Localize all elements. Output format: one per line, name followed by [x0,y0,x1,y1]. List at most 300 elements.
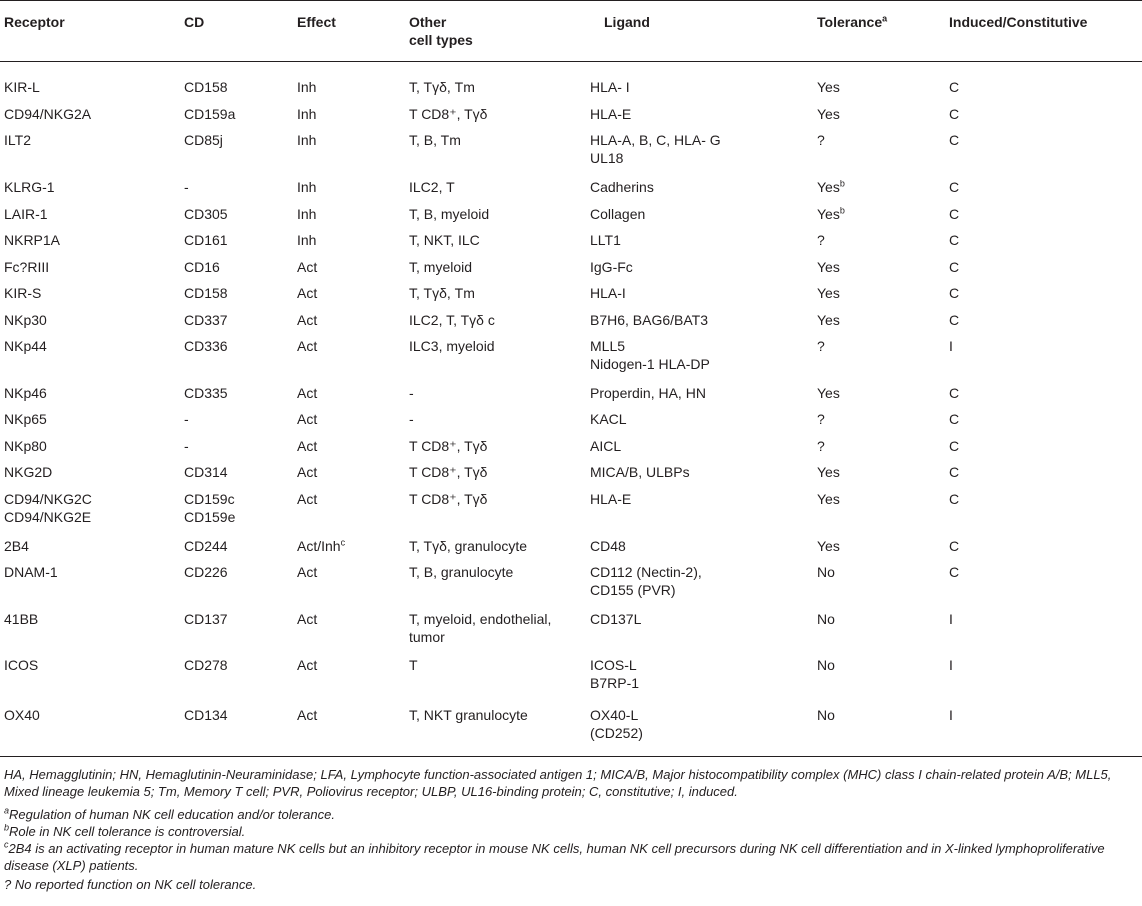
header-tolerance-text: Tolerance [817,14,883,30]
footnote [4,823,1140,840]
cell-ligand-line: CD48 [590,538,626,554]
cell-effect-text: Inh [297,206,317,222]
cell-ic [949,437,959,455]
cell-cd [184,437,189,455]
cell-cd-line: CD335 [184,385,228,401]
footnote-marker: b [4,822,10,833]
cell-cd-line: CD226 [184,564,228,580]
cell-ligand [590,78,630,96]
cell-ic-text: C [949,79,960,95]
cell-tolerance-text: No [817,657,835,673]
cell-receptor-line: KIR-S [4,285,42,301]
cell-tolerance [817,384,840,402]
cell-cd-line: - [184,438,189,454]
cell-receptor-line: NKp30 [4,312,47,328]
cell-other-line: T, myeloid [409,259,473,275]
footnote [4,876,1140,893]
cell-receptor-line: NKp44 [4,338,47,354]
cell-receptor-line: CD94/NKG2E [4,509,92,525]
cell-receptor [4,178,55,196]
cell-cd [184,131,223,149]
cell-other-line: T, Tγδ, Tm [409,79,475,95]
cell-tolerance [817,490,840,508]
cell-ic [949,178,959,196]
cell-tolerance [817,563,835,581]
cell-effect-superscript: c [340,537,346,548]
cell-ic [949,490,959,508]
header-tolerance-sup: a [882,13,888,24]
header-other-line2: cell types [409,32,473,48]
cell-ic-text: I [949,707,953,723]
cell-ligand-line: HLA-I [590,285,626,301]
cell-tolerance [817,463,840,481]
cell-cd [184,384,228,402]
cell-cd [184,284,228,302]
cell-other [409,231,480,249]
cell-ic-text: C [949,464,960,480]
cell-receptor [4,384,47,402]
cell-receptor-line: NKp65 [4,411,47,427]
cell-ic [949,610,953,628]
cell-tolerance [817,131,825,149]
cell-tolerance [817,706,835,724]
cell-tolerance [817,284,840,302]
cell-cd-line: CD85j [184,132,223,148]
cell-effect [297,337,317,355]
cell-ic [949,410,959,428]
cell-ligand [590,410,627,428]
cell-ic-text: C [949,312,960,328]
cell-tolerance [817,231,825,249]
cell-tolerance [817,105,840,123]
cell-effect [297,706,317,724]
header-cd: CD [184,14,205,30]
cell-ligand [590,311,708,329]
cell-ic-text: C [949,385,960,401]
cell-ligand-line: IgG-Fc [590,259,633,275]
footnote-marker: c [4,839,9,850]
cell-receptor-line: ILT2 [4,132,31,148]
cell-ic [949,656,953,674]
cell-ligand [590,178,654,196]
footnote-text: Role in NK cell tolerance is controversial. [9,824,246,839]
cell-tolerance [817,437,825,455]
cell-receptor [4,490,92,526]
cell-ic-text: I [949,338,953,354]
cell-tolerance-text: Yes [817,285,840,301]
footnote-text: Regulation of human NK cell education and/or tolerance. [9,807,335,822]
cell-other-line: T, Tγδ, Tm [409,285,475,301]
cell-effect [297,490,317,508]
cell-ic-text: C [949,179,960,195]
cell-cd [184,537,228,555]
cell-ligand-line: CD155 (PVR) [590,582,676,598]
cell-other-line: T, B, granulocyte [409,564,514,580]
cell-other [409,105,487,123]
cell-ic [949,78,959,96]
footnote-text: HA, Hemagglutinin; HN, Hemaglutinin-Neuraminidase; LFA, Lymphocyte function-associated antigen 1; MICA/B, Major histocompatibility complex (MHC) class I chain-related protein A/B; MLL5, Mixed lineage leukemia 5; Tm, Memory T cell; PVR, Poliovirus receptor; ULBP, UL16-binding protein; C, constitutive; I, induced. [4,767,1112,799]
cell-tolerance-text: ? [817,232,825,248]
cell-cd [184,410,189,428]
cell-other [409,463,487,481]
cell-receptor [4,337,47,355]
header-other-cell-types [409,13,473,49]
cell-ligand [590,205,645,223]
cell-tolerance-text: Yes [817,312,840,328]
cell-ligand-line: UL18 [590,150,624,166]
cell-tolerance-text: ? [817,132,825,148]
cell-receptor-line: 2B4 [4,538,29,554]
footnote [4,840,1140,874]
cell-cd-line: CD16 [184,259,220,275]
cell-cd-line: CD161 [184,232,228,248]
cell-tolerance-superscript: b [839,205,845,216]
cell-effect-text: Act [297,611,318,627]
cell-cd [184,463,228,481]
cell-other-line: T, B, Tm [409,132,461,148]
cell-effect [297,463,317,481]
cell-receptor [4,437,47,455]
cell-other [409,537,527,555]
cell-ligand [590,284,626,302]
cell-receptor [4,610,38,628]
cell-tolerance [817,258,840,276]
cell-receptor-line: KLRG-1 [4,179,55,195]
header-other-line1: Other [409,14,447,30]
cell-ligand [590,258,633,276]
cell-other-line: T, myeloid, endothelial, [409,611,552,627]
cell-effect [297,131,316,149]
cell-tolerance-text: Yes [817,179,840,195]
cell-ic-text: I [949,657,953,673]
cell-ic-text: C [949,106,960,122]
top-rule [0,0,1142,1]
cell-ic [949,706,953,724]
cell-receptor [4,284,41,302]
cell-cd-line: CD305 [184,206,228,222]
cell-ligand [590,463,690,481]
cell-effect [297,231,316,249]
header-rule [0,61,1142,62]
cell-other-line: T, NKT, ILC [409,232,480,248]
cell-ic [949,205,959,223]
cell-ligand-line: (CD252) [590,725,643,741]
cell-ligand-line: KACL [590,411,627,427]
cell-ligand [590,105,631,123]
cell-tolerance [817,410,825,428]
cell-other-line: ILC3, myeloid [409,338,495,354]
cell-receptor [4,706,40,724]
cell-receptor [4,131,31,149]
cell-effect [297,656,317,674]
cell-tolerance-text: No [817,707,835,723]
footnote-text: 2B4 is an activating receptor in human mature NK cells but an inhibitory receptor in mouse NK cells, human NK cell precursors during NK cell differentiation and in X-linked lymphoproliferative disease (XLP) patients. [4,841,1105,873]
cell-tolerance-text: Yes [817,464,840,480]
cell-cd-line: CD159a [184,106,236,122]
cell-tolerance-text: ? [817,338,825,354]
cell-ic [949,258,959,276]
cell-receptor [4,311,47,329]
cell-ic [949,131,959,149]
cell-ligand-line: LLT1 [590,232,621,248]
cell-other-line: T, B, myeloid [409,206,490,222]
cell-ligand [590,563,702,599]
cell-effect [297,410,317,428]
cell-cd [184,656,228,674]
cell-receptor-line: CD94/NKG2A [4,106,92,122]
cell-receptor [4,656,38,674]
cell-ic-text: C [949,538,960,554]
cell-effect [297,563,317,581]
cell-other-line: T, Tγδ, granulocyte [409,538,528,554]
footnote [4,766,1140,800]
cell-ligand-line: HLA-E [590,106,632,122]
cell-ic [949,337,953,355]
cell-cd [184,490,235,526]
cell-effect [297,610,317,628]
cell-ligand-line: Collagen [590,206,646,222]
cell-ic-text: C [949,206,960,222]
cell-ligand-line: B7H6, BAG6/BAT3 [590,312,709,328]
cell-effect [297,258,317,276]
cell-other [409,437,487,455]
cell-ligand [590,437,621,455]
cell-receptor-line: Fc?RIII [4,259,50,275]
cell-effect-text: Act [297,438,318,454]
cell-tolerance [817,610,835,628]
cell-effect [297,311,317,329]
cell-other [409,258,472,276]
cell-other-line: tumor [409,629,445,645]
cell-effect-text: Act [297,312,318,328]
cell-other-line: T [409,657,418,673]
bottom-rule [0,756,1142,757]
cell-receptor-line: NKG2D [4,464,53,480]
cell-effect [297,284,317,302]
cell-other [409,610,551,646]
cell-other [409,205,489,223]
cell-other-line: T CD8⁺, Tγδ [409,464,488,480]
cell-ic-text: C [949,411,960,427]
footnote-text: ? No reported function on NK cell tolerance. [4,877,257,892]
cell-cd [184,231,228,249]
cell-ligand-line: HLA-E [590,491,632,507]
cell-tolerance-text: Yes [817,385,840,401]
header-induced-constitutive: Induced/Constitutive [949,14,1088,30]
cell-effect-text: Act [297,464,318,480]
cell-ic [949,563,959,581]
cell-receptor-line: LAIR-1 [4,206,48,222]
cell-other-line: T CD8⁺, Tγδ [409,438,488,454]
cell-ic-text: C [949,438,960,454]
cell-tolerance [817,178,845,196]
cell-tolerance [817,537,840,555]
cell-cd-line: CD314 [184,464,228,480]
header-receptor: Receptor [4,14,65,30]
cell-ligand [590,706,643,742]
cell-effect-text: Act [297,259,318,275]
cell-ligand-line: OX40-L [590,707,639,723]
cell-ligand-line: Properdin, HA, HN [590,385,706,401]
cell-other [409,706,528,724]
cell-effect-text: Act/Inh [297,538,341,554]
cell-ligand-line: CD137L [590,611,642,627]
cell-ic [949,284,959,302]
cell-cd-line: CD337 [184,312,228,328]
footnote-marker: a [4,805,10,816]
cell-other-line: - [409,411,414,427]
cell-other [409,131,461,149]
cell-ic [949,537,959,555]
cell-effect-text: Act [297,564,318,580]
cell-ic [949,463,959,481]
cell-receptor-line: OX40 [4,707,40,723]
cell-tolerance-text: Yes [817,79,840,95]
cell-cd [184,610,228,628]
cell-cd-line: CD278 [184,657,228,673]
cell-ic-text: C [949,259,960,275]
cell-effect-text: Act [297,385,318,401]
cell-receptor-line: NKp80 [4,438,47,454]
cell-effect [297,437,317,455]
cell-ligand-line: HLA- I [590,79,630,95]
cell-ligand [590,610,641,628]
cell-ligand-line: MICA/B, ULBPs [590,464,690,480]
cell-other [409,656,418,674]
cell-receptor [4,563,58,581]
cell-tolerance [817,311,840,329]
cell-receptor [4,78,40,96]
cell-receptor-line: ICOS [4,657,39,673]
cell-other [409,311,495,329]
cell-cd-line: - [184,411,189,427]
cell-other-line: ILC2, T [409,179,455,195]
cell-other [409,410,414,428]
cell-ic [949,311,959,329]
cell-effect-text: Act [297,707,318,723]
cell-effect-text: Act [297,285,318,301]
cell-ligand [590,384,706,402]
cell-effect [297,384,317,402]
cell-tolerance [817,656,835,674]
cell-cd-line: CD134 [184,707,228,723]
cell-effect-text: Inh [297,179,317,195]
cell-ic [949,384,959,402]
cell-receptor [4,410,47,428]
cell-ligand-line: HLA-A, B, C, HLA- G [590,132,721,148]
cell-tolerance [817,205,845,223]
cell-receptor [4,231,60,249]
cell-ligand-line: MLL5 [590,338,626,354]
cell-ligand-line: ICOS-L [590,657,637,673]
cell-other-line: T CD8⁺, Tγδ [409,491,488,507]
cell-cd-line: CD137 [184,611,228,627]
cell-effect [297,178,316,196]
cell-ligand-line: AICL [590,438,622,454]
cell-effect-text: Act [297,491,318,507]
cell-other [409,337,495,355]
cell-tolerance-text: ? [817,438,825,454]
cell-other-line: T CD8⁺, Tγδ [409,106,488,122]
cell-other [409,490,487,508]
cell-ligand-line: CD112 (Nectin-2), [590,564,702,580]
cell-cd [184,311,228,329]
cell-ligand [590,231,621,249]
cell-ligand [590,537,626,555]
header-effect: Effect [297,14,336,30]
cell-receptor-line: KIR-L [4,79,40,95]
cell-other [409,284,475,302]
cell-other [409,384,414,402]
cell-receptor [4,258,49,276]
cell-receptor [4,537,29,555]
cell-ligand [590,131,721,167]
cell-ic [949,105,959,123]
cell-cd-line: CD336 [184,338,228,354]
header-ligand: Ligand [604,14,650,30]
cell-receptor [4,105,91,123]
footnote [4,806,1140,823]
cell-effect-text: Inh [297,106,317,122]
cell-ligand-line: B7RP-1 [590,675,640,691]
cell-ic-text: C [949,564,960,580]
cell-cd [184,258,220,276]
cell-cd-line: CD158 [184,285,228,301]
cell-effect-text: Inh [297,132,317,148]
cell-effect-text: Act [297,657,318,673]
cell-tolerance-text: No [817,611,835,627]
cell-tolerance-text: Yes [817,491,840,507]
cell-tolerance-text: Yes [817,206,840,222]
cell-cd-line: CD244 [184,538,228,554]
cell-effect-text: Act [297,338,318,354]
cell-other-line: ILC2, T, Tγδ c [409,312,495,328]
cell-cd [184,337,228,355]
cell-tolerance-text: ? [817,411,825,427]
cell-receptor [4,205,48,223]
cell-cd-line: CD159e [184,509,236,525]
cell-ic-text: C [949,491,960,507]
cell-effect [297,205,316,223]
cell-cd [184,105,235,123]
cell-receptor-line: NKRP1A [4,232,61,248]
cell-ligand-line: Nidogen-1 HLA-DP [590,356,710,372]
cell-effect [297,78,316,96]
cell-effect [297,537,345,555]
cell-other [409,178,455,196]
cell-ligand-line: Cadherins [590,179,654,195]
cell-tolerance-text: Yes [817,538,840,554]
cell-effect-text: Act [297,411,318,427]
cell-ic-text: I [949,611,953,627]
cell-ic-text: C [949,232,960,248]
cell-cd [184,563,228,581]
cell-other [409,78,475,96]
cell-effect [297,105,316,123]
cell-cd-line: CD158 [184,79,228,95]
cell-tolerance-text: Yes [817,106,840,122]
cell-other-line: T, NKT granulocyte [409,707,528,723]
cell-ic [949,231,959,249]
cell-ligand [590,490,631,508]
cell-effect-text: Inh [297,79,317,95]
cell-other-line: - [409,385,414,401]
cell-ic-text: C [949,285,960,301]
cell-cd [184,706,228,724]
cell-tolerance [817,337,825,355]
header-tolerance [817,13,887,31]
cell-cd-line: CD159c [184,491,235,507]
